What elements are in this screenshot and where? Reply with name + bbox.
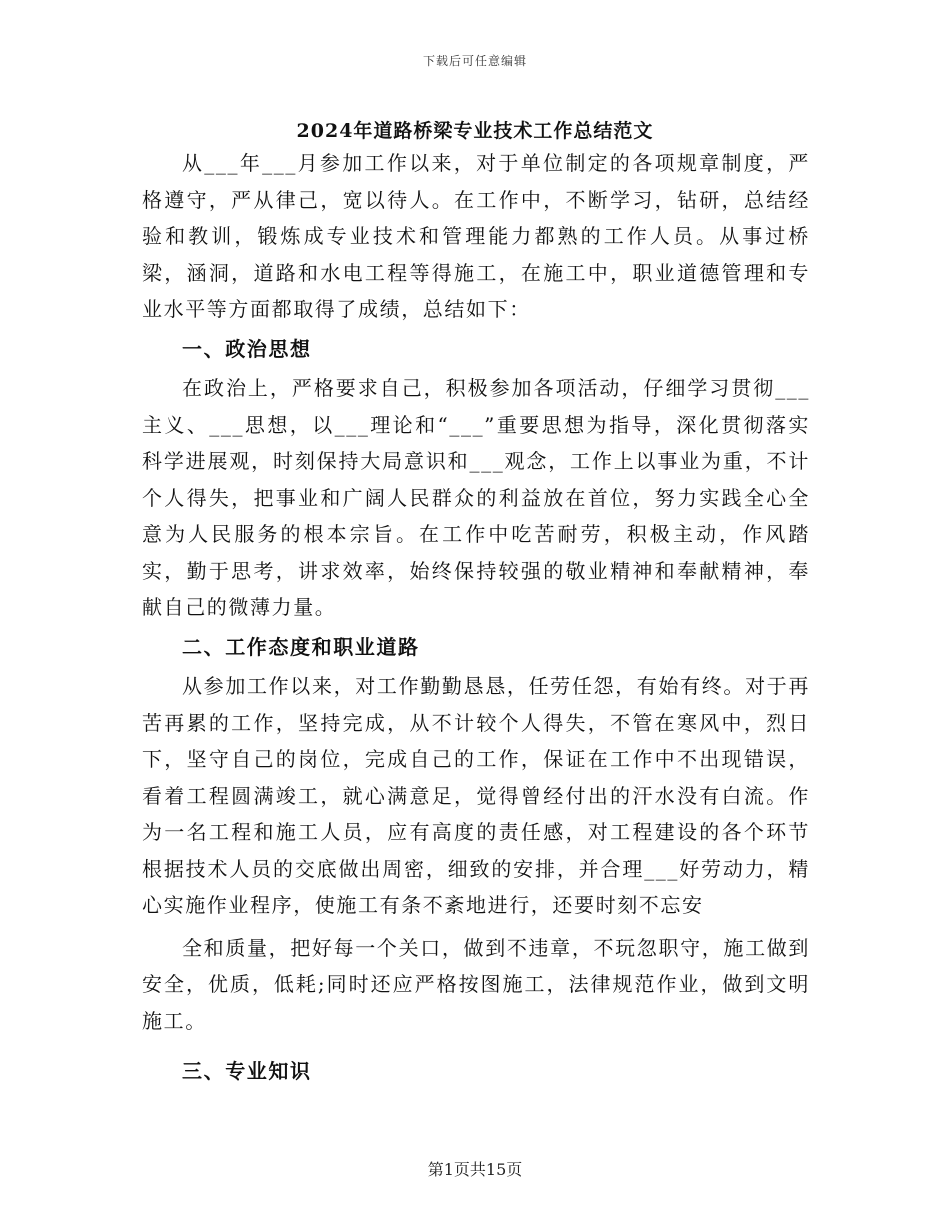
document-body <box>142 145 810 1093</box>
section-heading-professional-knowledge: 三、专业知识 <box>182 1059 312 1083</box>
section-work-attitude-paragraph-continued: 全和质量，把好每一个关口，做到不违章，不玩忽职守，施工做到安全，优质，低耗;同时还应严格按图施工，法律规范作业，做到文明施工。 <box>142 935 810 1033</box>
section-politics-paragraph: 在政治上，严格要求自己，积极参加各项活动，仔细学习贯彻___主义、___思想，以___理论和“___”重要思想为指导，深化贯彻落实科学进展观，时刻保持大局意识和___观念，工作上以事业为重，不计个人得失，把事业和广阔人民群众的利益放在首位，努力实践全心全意为人民服务的根本宗旨。在工作中吃苦耐劳，积极主动，作风踏实，勤于思考，讲求效率，始终保持较强的敬业精神和奉献精神，奉献自己的微薄力量。 <box>142 376 810 619</box>
page-number-footer: 第1页共15页 <box>427 1160 523 1179</box>
section-work-attitude-paragraph: 从参加工作以来，对工作勤勤恳恳，任劳任怨，有始有终。对于再苦再累的工作，坚持完成，从不计较个人得失，不管在寒风中，烈日下，坚守自己的岗位，完成自己的工作，保证在工作中不出现错误，看着工程圆满竣工，就心满意足，觉得曾经付出的汗水没有白流。作为一名工程和施工人员，应有高度的责任感，对工程建设的各个环节根据技术人员的交底做出周密，细致的安排，并合理___好劳动力，精心实施作业程序，使施工有条不紊地进行，还要时刻不忘安 <box>142 674 810 917</box>
section-heading-politics: 一、政治思想 <box>182 336 312 361</box>
intro-paragraph: 从___年___月参加工作以来，对于单位制定的各项规章制度，严格遵守，严从律己，宽以待人。在工作中，不断学习，钻研，总结经验和教训，锻炼成专业技术和管理能力都熟的工作人员。从事过桥梁，涵洞，道路和水电工程等得施工，在施工中，职业道德管理和专业水平等方面都取得了成绩，总结如下： <box>142 151 810 321</box>
document-title: 2024年道路桥梁专业技术工作总结范文 <box>296 120 654 142</box>
page-header-note: 下载后可任意编辑 <box>422 54 527 68</box>
section-heading-work-attitude: 二、工作态度和职业道路 <box>182 634 420 659</box>
